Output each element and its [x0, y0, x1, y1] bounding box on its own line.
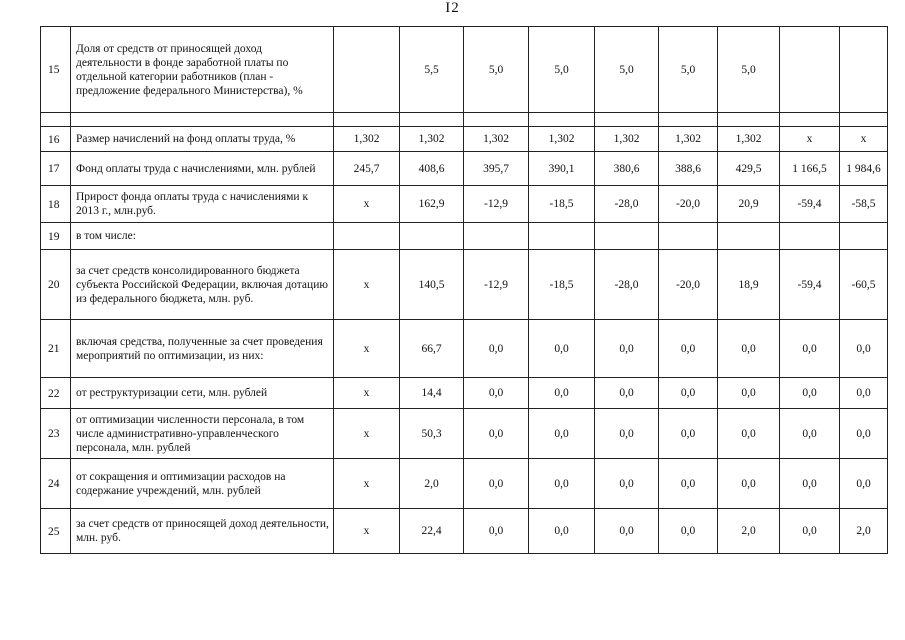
value-cell: 0,0 — [595, 409, 659, 459]
value-cell: 0,0 — [464, 459, 529, 509]
row-number: 15 — [41, 27, 71, 113]
value-cell: -20,0 — [659, 186, 718, 223]
value-cell: 20,9 — [718, 186, 780, 223]
table-row — [41, 459, 888, 509]
value-cell: -20,0 — [659, 250, 718, 320]
value-cell: 1 166,5 — [780, 152, 840, 186]
value-cell: 0,0 — [595, 509, 659, 554]
row-label: от сокращения и оптимизации расходов на содержание учреждений, млн. рублей — [71, 459, 334, 509]
value-cell: 1,302 — [595, 127, 659, 152]
value-cell: 395,7 — [464, 152, 529, 186]
row-number: 17 — [41, 152, 71, 186]
value-cell: х — [334, 320, 400, 378]
value-cell: 0,0 — [529, 378, 595, 409]
value-cell: 2,0 — [718, 509, 780, 554]
row-number: 18 — [41, 186, 71, 223]
value-cell: -60,5 — [840, 250, 888, 320]
value-cell: 22,4 — [400, 509, 464, 554]
value-cell: -59,4 — [780, 250, 840, 320]
value-cell: 5,0 — [464, 27, 529, 113]
value-cell: 1 984,6 — [840, 152, 888, 186]
row-label: Прирост фонда оплаты труда с начислениями к 2013 г., млн.руб. — [71, 186, 334, 223]
value-cell: -28,0 — [595, 250, 659, 320]
row-number: 23 — [41, 409, 71, 459]
value-cell: 0,0 — [840, 320, 888, 378]
value-cell — [659, 223, 718, 250]
value-cell: 0,0 — [780, 509, 840, 554]
row-number: 16 — [41, 127, 71, 152]
value-cell: 14,4 — [400, 378, 464, 409]
value-cell: х — [334, 378, 400, 409]
row-number: 25 — [41, 509, 71, 554]
value-cell: 0,0 — [595, 320, 659, 378]
value-cell: 0,0 — [659, 378, 718, 409]
table-row — [41, 409, 888, 459]
empty-cell — [400, 113, 464, 127]
value-cell: -18,5 — [529, 186, 595, 223]
value-cell: 390,1 — [529, 152, 595, 186]
value-cell: 0,0 — [718, 409, 780, 459]
value-cell: 140,5 — [400, 250, 464, 320]
row-label: от оптимизации численности персонала, в том числе административно-управленческого персонала, млн. рублей — [71, 409, 334, 459]
value-cell: 429,5 — [718, 152, 780, 186]
value-cell: х — [334, 409, 400, 459]
value-cell: 1,302 — [334, 127, 400, 152]
table-row — [41, 27, 888, 113]
spacer-row — [41, 113, 888, 127]
value-cell — [595, 223, 659, 250]
empty-cell — [334, 113, 400, 127]
empty-cell — [464, 113, 529, 127]
value-cell: 18,9 — [718, 250, 780, 320]
row-label: включая средства, полученные за счет проведения мероприятий по оптимизации, из них: — [71, 320, 334, 378]
row-label: в том числе: — [71, 223, 334, 250]
value-cell: 0,0 — [464, 509, 529, 554]
value-cell: 0,0 — [464, 409, 529, 459]
empty-cell — [718, 113, 780, 127]
value-cell: 0,0 — [718, 378, 780, 409]
value-cell: х — [334, 186, 400, 223]
value-cell: 0,0 — [780, 409, 840, 459]
empty-cell — [840, 113, 888, 127]
value-cell — [840, 27, 888, 113]
row-number: 21 — [41, 320, 71, 378]
value-cell: 2,0 — [840, 509, 888, 554]
value-cell — [334, 223, 400, 250]
value-cell: х — [840, 127, 888, 152]
row-number: 20 — [41, 250, 71, 320]
row-label: Размер начислений на фонд оплаты труда, % — [71, 127, 334, 152]
value-cell: 0,0 — [840, 378, 888, 409]
value-cell: 50,3 — [400, 409, 464, 459]
page-number: I2 — [445, 0, 460, 16]
table-row — [41, 152, 888, 186]
value-cell: 0,0 — [529, 509, 595, 554]
value-cell: 1,302 — [529, 127, 595, 152]
table-row — [41, 250, 888, 320]
value-cell: 5,0 — [529, 27, 595, 113]
value-cell: 5,0 — [659, 27, 718, 113]
row-label: за счет средств консолидированного бюджета субъекта Российской Федерации, включая дотацию из федерального бюджета, млн. руб. — [71, 250, 334, 320]
value-cell: -12,9 — [464, 186, 529, 223]
value-cell: 0,0 — [840, 459, 888, 509]
value-cell — [529, 223, 595, 250]
value-cell: 380,6 — [595, 152, 659, 186]
value-cell: х — [780, 127, 840, 152]
row-number: 22 — [41, 378, 71, 409]
value-cell: -58,5 — [840, 186, 888, 223]
value-cell: 0,0 — [595, 378, 659, 409]
value-cell: 0,0 — [780, 320, 840, 378]
value-cell: 408,6 — [400, 152, 464, 186]
row-label: от реструктуризации сети, млн. рублей — [71, 378, 334, 409]
table-row — [41, 186, 888, 223]
value-cell: 388,6 — [659, 152, 718, 186]
value-cell: 0,0 — [464, 320, 529, 378]
row-label: Доля от средств от приносящей доход деятельности в фонде заработной платы по отдельной категории работников (план - предложение федерального Министерства), % — [71, 27, 334, 113]
value-cell: 0,0 — [659, 409, 718, 459]
value-cell: 0,0 — [780, 378, 840, 409]
value-cell: х — [334, 509, 400, 554]
table-row — [41, 378, 888, 409]
row-number: 19 — [41, 223, 71, 250]
value-cell: 0,0 — [718, 459, 780, 509]
value-cell: -59,4 — [780, 186, 840, 223]
value-cell: х — [334, 250, 400, 320]
value-cell — [718, 223, 780, 250]
row-label: за счет средств от приносящей доход деятельности, млн. руб. — [71, 509, 334, 554]
empty-cell — [41, 113, 71, 127]
value-cell: 245,7 — [334, 152, 400, 186]
empty-cell — [71, 113, 334, 127]
value-cell: 162,9 — [400, 186, 464, 223]
value-cell: 0,0 — [529, 459, 595, 509]
table-row — [41, 320, 888, 378]
value-cell: 5,0 — [718, 27, 780, 113]
value-cell: 0,0 — [529, 320, 595, 378]
row-number: 24 — [41, 459, 71, 509]
empty-cell — [529, 113, 595, 127]
empty-cell — [659, 113, 718, 127]
value-cell: 5,0 — [595, 27, 659, 113]
indicators-table — [40, 26, 888, 554]
table-row — [41, 509, 888, 554]
value-cell: 0,0 — [840, 409, 888, 459]
value-cell: -28,0 — [595, 186, 659, 223]
value-cell: 1,302 — [464, 127, 529, 152]
value-cell — [400, 223, 464, 250]
value-cell: 0,0 — [464, 378, 529, 409]
value-cell — [334, 27, 400, 113]
table-row — [41, 127, 888, 152]
value-cell — [780, 223, 840, 250]
value-cell: 0,0 — [718, 320, 780, 378]
value-cell: 1,302 — [659, 127, 718, 152]
value-cell: 66,7 — [400, 320, 464, 378]
value-cell: 0,0 — [595, 459, 659, 509]
value-cell: 1,302 — [400, 127, 464, 152]
value-cell: 5,5 — [400, 27, 464, 113]
value-cell: 0,0 — [780, 459, 840, 509]
value-cell: -18,5 — [529, 250, 595, 320]
value-cell: 0,0 — [659, 459, 718, 509]
empty-cell — [595, 113, 659, 127]
empty-cell — [780, 113, 840, 127]
row-label: Фонд оплаты труда с начислениями, млн. рублей — [71, 152, 334, 186]
value-cell: 1,302 — [718, 127, 780, 152]
value-cell: х — [334, 459, 400, 509]
value-cell — [780, 27, 840, 113]
value-cell — [464, 223, 529, 250]
table-row — [41, 223, 888, 250]
value-cell: -12,9 — [464, 250, 529, 320]
value-cell: 0,0 — [659, 509, 718, 554]
value-cell: 0,0 — [659, 320, 718, 378]
value-cell: 0,0 — [529, 409, 595, 459]
value-cell — [840, 223, 888, 250]
value-cell: 2,0 — [400, 459, 464, 509]
